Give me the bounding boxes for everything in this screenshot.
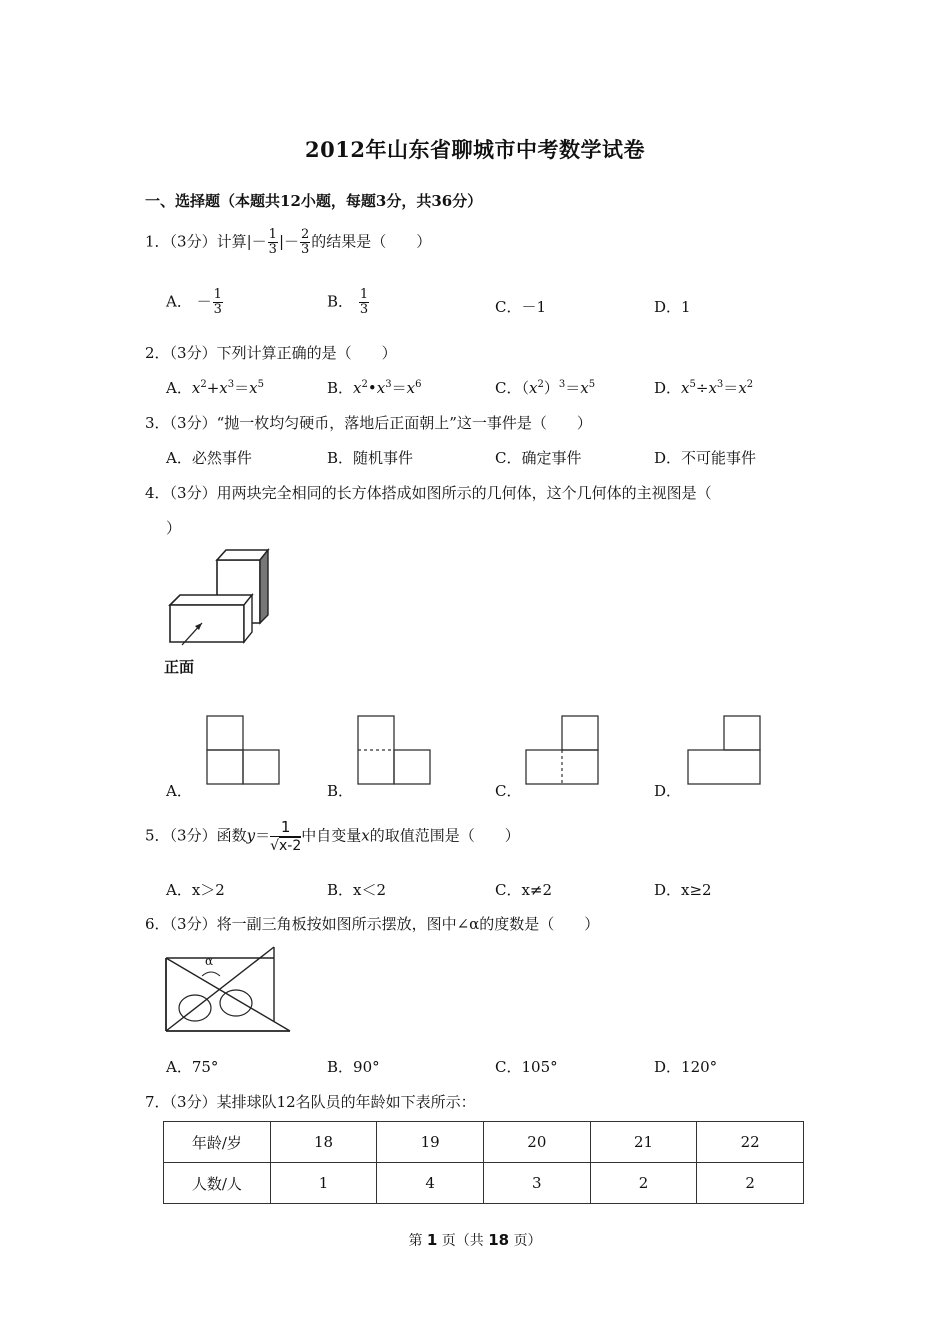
q2-option-c: C．$(x^2)^3=x^5$	[495, 379, 596, 397]
q4-front-label: 正面	[164, 658, 195, 676]
question-2: 2．（3分）下列计算正确的是（ ）	[145, 344, 397, 362]
q1-text: 计算|－	[216, 232, 267, 251]
q3-option-c: C．确定事件	[495, 449, 582, 467]
q1-option-a: A． － $\frac{1}{3}$	[166, 287, 222, 317]
q4-option-c-figure	[524, 714, 604, 786]
q1-fraction-2: $\frac{2}{3}$	[301, 227, 310, 257]
table-cell: 19	[377, 1122, 484, 1163]
q6-option-d: D．120°	[654, 1058, 718, 1076]
table-cell: 2	[590, 1163, 697, 1204]
q4-option-a-figure	[205, 714, 285, 786]
table-cell: 3	[484, 1163, 591, 1204]
question-1	[145, 228, 431, 257]
q1-text-mid: |－	[278, 232, 299, 251]
page-footer: 第 1 页（共 18 页）	[408, 1231, 542, 1249]
q4-option-a: A．	[166, 782, 192, 800]
q5-option-b: B．x＜2	[327, 881, 387, 899]
q4-option-b-figure	[356, 714, 436, 786]
q4-option-d-figure	[686, 714, 766, 786]
table-cell: 18	[270, 1122, 377, 1163]
table-row	[164, 1122, 804, 1163]
question-4-cont: ）	[166, 519, 182, 537]
q1-option-c: C．－1	[495, 298, 547, 316]
age-table	[163, 1121, 804, 1204]
q6-option-b: B．90°	[327, 1058, 380, 1076]
q6-alpha-label: α	[205, 954, 214, 968]
q1-score: （3分）	[169, 232, 217, 251]
question-7: 7．（3分）某排球队12名队员的年龄如下表所示：	[145, 1093, 476, 1111]
q1-fraction-1: $\frac{1}{3}$	[268, 227, 277, 257]
question-5: 5．（3分）函数y＝ $\frac{1}{√x-2}$ 中自变量x的取值范围是（ ）	[145, 818, 520, 854]
q5-fraction: $\frac{1}{√x-2}$	[270, 818, 302, 854]
table-cell: 4	[377, 1163, 484, 1204]
q3-option-d: D．不可能事件	[654, 449, 757, 467]
table-cell: 22	[697, 1122, 804, 1163]
row-header-age: 年龄/岁	[164, 1122, 271, 1163]
q6-triangle-figure	[162, 942, 294, 1034]
q2-option-b: B．$x^2•x^3=x^6$	[327, 379, 422, 397]
q3-option-b: B．随机事件	[327, 449, 414, 467]
q6-option-c: C．105°	[495, 1058, 558, 1076]
question-6: 6．（3分）将一副三角板按如图所示摆放，图中∠α的度数是（ ）	[145, 915, 600, 933]
q4-option-b: B．	[327, 782, 354, 800]
q5-option-a: A．x＞2	[166, 881, 225, 899]
table-cell: 1	[270, 1163, 377, 1204]
section-heading: 一、选择题（本题共12小题，每题3分，共36分）	[145, 192, 483, 210]
table-row	[164, 1163, 804, 1204]
q1-option-d: D．1	[654, 298, 691, 316]
q4-option-d: D．	[654, 782, 682, 800]
row-header-count: 人数/人	[164, 1163, 271, 1204]
question-3: 3．（3分）“抛一枚均匀硬币，落地后正面朝上”这一事件是（ ）	[145, 414, 592, 432]
q4-option-c: C．	[495, 782, 522, 800]
table-cell: 20	[484, 1122, 591, 1163]
page-title: 2012年山东省聊城市中考数学试卷	[305, 137, 645, 162]
q5-option-d: D．x≥2	[654, 881, 712, 899]
page-number: 1	[426, 1231, 438, 1249]
q6-option-a: A．75°	[166, 1058, 219, 1076]
total-pages: 18	[488, 1231, 510, 1249]
q1-text-end: 的结果是（ ）	[311, 232, 432, 251]
q1-number: 1．	[145, 232, 170, 251]
q1-option-b: B． $\frac{1}{3}$	[327, 287, 369, 317]
q2-option-a: A．$x^2+x^3=x^5$	[166, 379, 264, 397]
table-cell: 2	[697, 1163, 804, 1204]
q5-option-c: C．x≠2	[495, 881, 553, 899]
table-cell: 21	[590, 1122, 697, 1163]
q3-option-a: A．必然事件	[166, 449, 252, 467]
question-4: 4．（3分）用两块完全相同的长方体搭成如图所示的几何体，这个几何体的主视图是（	[145, 484, 712, 502]
q2-option-d: D．$x^5\div x^3=x^2$	[654, 379, 754, 397]
